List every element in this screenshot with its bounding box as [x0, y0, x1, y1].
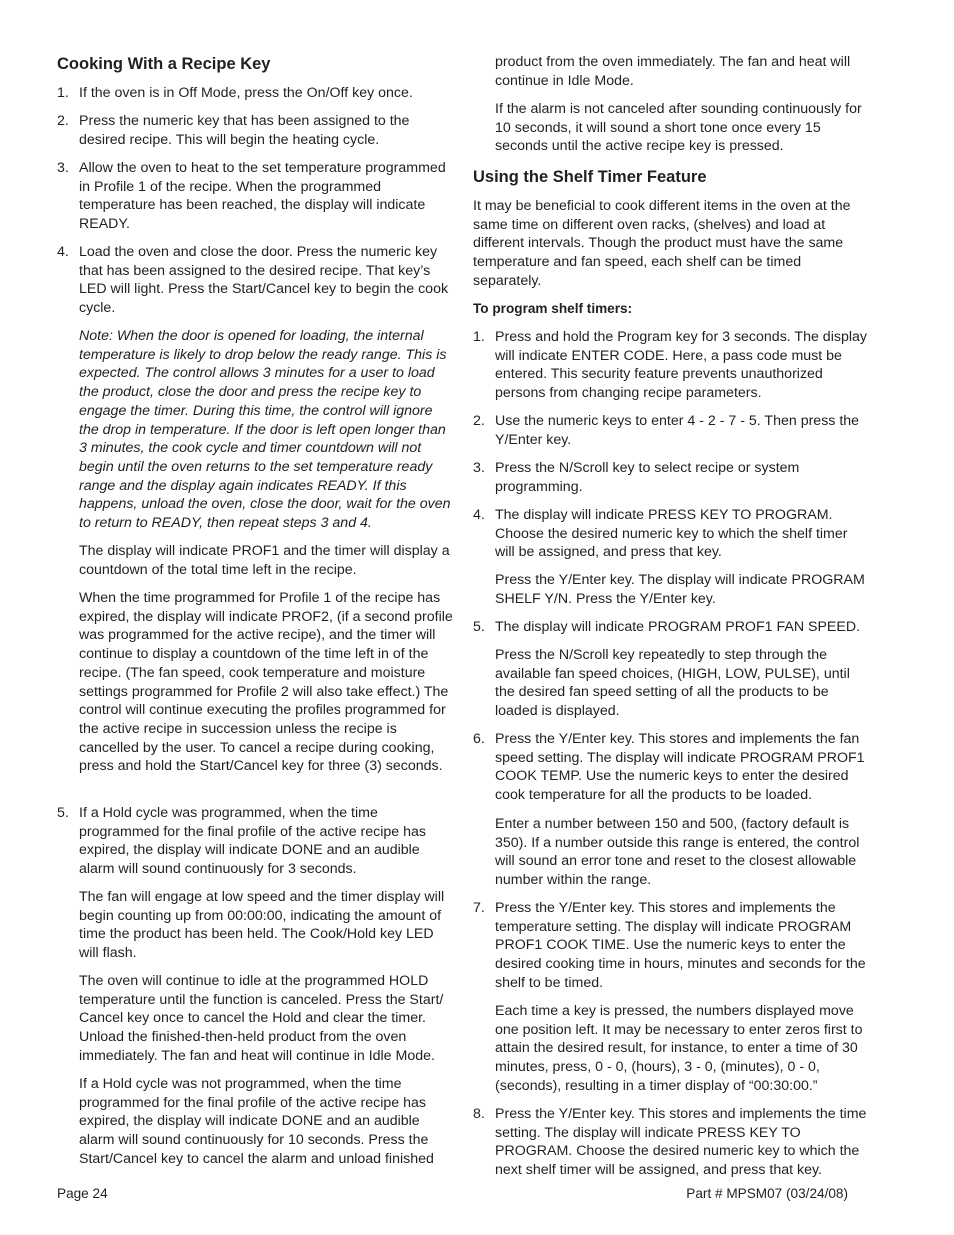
item-number: 4.	[473, 507, 485, 523]
paragraph: If a Hold cycle was not programmed, when the time programmed for the final profile of the active recipe has expired, the display will indicate DONE and an audible alarm will sound continuously for 10 seconds. Press the Start/Cancel key to cancel the alarm and unload finished	[79, 1076, 434, 1167]
item-text: Press and hold the Program key for 3 seconds. The display will indicate ENTER CODE. Here, a pass code must be entered. This security feature prevents unauthorized persons from changing recipe parameters.	[495, 329, 867, 402]
item-number: 8.	[473, 1106, 485, 1122]
item-text: Allow the oven to heat to the set temperature programmed in Profile 1 of the recipe. When the programmed temperature has been reached, the display will indicate READY.	[79, 160, 446, 233]
paragraph: The fan will engage at low speed and the timer display will begin counting up from 00:00:00, indicating the amount of time the product has been held. The Cook/Hold key LED will flash.	[79, 889, 445, 962]
item-number: 5.	[57, 805, 69, 821]
item-text: The display will indicate PRESS KEY TO PROGRAM. Choose the desired numeric key to which the shelf timer will be assigned, and press that key.	[495, 507, 848, 561]
section-heading-shelf-timer: Using the Shelf Timer Feature	[473, 168, 707, 186]
item-number: 2.	[57, 113, 69, 129]
item-number: 3.	[473, 460, 485, 476]
item-number: 6.	[473, 731, 485, 747]
page-number: Page 24	[57, 1186, 108, 1201]
item-text: Load the oven and close the door. Press the numeric key that has been assigned to the desired recipe. That key’s LED will light. Press the Start/Cancel key to begin the cook cycle.	[79, 244, 449, 317]
note-paragraph: Note: When the door is opened for loading, the internal temperature is likely to drop below the ready range. This is expected. The control allows 3 minutes for a user to load the product, close the door and press the recipe key to engage the timer. During this time, the control will ignore the drop in temperature. If the door is left open longer than 3 minutes, the cook cycle and timer countdown will not begin until the oven returns to the set temperature ready range and the display again indicates READY. If this happens, unload the oven, close the door, wait for the oven to return to READY, then repeat steps 3 and 4.	[79, 328, 451, 532]
item-text: Press the Y/Enter key. This stores and implements the fan speed setting. The display will indicate PROGRAM PROF1 COOK TEMP. Use the numeric keys to enter the desired cook temperature for all the products to be loaded.	[495, 731, 865, 804]
intro-paragraph: It may be beneficial to cook different items in the oven at the same time on different oven racks, (shelves) and load at different intervals. Though the product must have the same temperature and fan speed, each shelf can be timed separately.	[473, 198, 851, 289]
item-number: 5.	[473, 619, 485, 635]
item-text: Press the numeric key that has been assigned to the desired recipe. This will begin the heating cycle.	[79, 113, 410, 148]
item-number: 1.	[473, 329, 485, 345]
paragraph: When the time programmed for Profile 1 of the recipe has expired, the display will indicate PROF2, (if a second profile was programmed for the active recipe), and the timer will continue to display a countdown of the time left in of the recipe. (The fan speed, cook temperature and moisture settings programmed for Profile 2 will also take effect.) The control will continue executing the profiles programmed for the active recipe in succession unless the recipe is cancelled by the user. To cancel a recipe during cooking, press and hold the Start/Cancel key for three (3) seconds.	[79, 590, 453, 775]
item-number: 2.	[473, 413, 485, 429]
item-text: Use the numeric keys to enter 4 - 2 - 7 - 5. Then press the Y/Enter key.	[495, 413, 860, 448]
paragraph: Enter a number between 150 and 500, (factory default is 350). If a number outside this range is entered, the control will sound an error tone and reset to the closest allowable number within the range.	[495, 816, 860, 889]
part-number: Part # MPSM07 (03/24/08)	[686, 1186, 848, 1201]
paragraph: If the alarm is not canceled after sounding continuously for 10 seconds, it will sound a short tone once every 15 seconds until the active recipe key is pressed.	[495, 101, 862, 155]
paragraph: The oven will continue to idle at the programmed HOLD temperature until the function is canceled. Press the Start/ Cancel key once to cancel the Hold and clear the timer. Unload the finished-then-held product from the oven immediately. The fan and heat will continue in Idle Mode.	[79, 973, 444, 1064]
paragraph: Press the Y/Enter key. The display will indicate PROGRAM SHELF Y/N. Press the Y/Enter key.	[495, 572, 865, 607]
item-text: Press the Y/Enter key. This stores and implements the time setting. The display will indicate PRESS KEY TO PROGRAM. Choose the desired numeric key to which the next shelf timer will be assigned, and press that key.	[495, 1106, 867, 1179]
paragraph: Press the N/Scroll key repeatedly to step through the available fan speed choices, (HIGH, LOW, PULSE), until the desired fan speed setting of all the products to be loaded is displayed.	[495, 647, 850, 720]
item-text: Press the Y/Enter key. This stores and implements the temperature setting. The display will indicate PROGRAM PROF1 COOK TIME. Use the numeric keys to enter the desired cooking time in hours, minutes and seconds for the shelf to be timed.	[495, 900, 866, 991]
item-number: 3.	[57, 160, 69, 176]
subheading-program-shelf-timers: To program shelf timers:	[473, 301, 633, 316]
item-number: 7.	[473, 900, 485, 916]
item-number: 1.	[57, 85, 69, 101]
item-text: If the oven is in Off Mode, press the On/Off key once.	[79, 85, 413, 101]
item-text: If a Hold cycle was programmed, when the time programmed for the final profile of the active recipe has expired, the display will indicate DONE and an audible alarm will sound continuously for 3 seconds.	[79, 805, 426, 878]
item-text: The display will indicate PROGRAM PROF1 FAN SPEED.	[495, 619, 861, 635]
paragraph: The display will indicate PROF1 and the timer will display a countdown of the total time left in the recipe.	[79, 543, 450, 578]
paragraph: Each time a key is pressed, the numbers displayed move one position left. It may be necessary to enter zeros first to attain the desired result, for instance, to enter a time of 30 minutes, press, 0 - 0, (hours), 3 - 0, (minutes), 0 - 0, (seconds), resulting in a timer display of “00:30:00.”	[495, 1003, 863, 1094]
section-heading-recipe-key: Cooking With a Recipe Key	[57, 55, 271, 73]
item-number: 4.	[57, 244, 69, 260]
paragraph: product from the oven immediately. The fan and heat will continue in Idle Mode.	[495, 54, 851, 89]
item-text: Press the N/Scroll key to select recipe or system programming.	[495, 460, 800, 495]
